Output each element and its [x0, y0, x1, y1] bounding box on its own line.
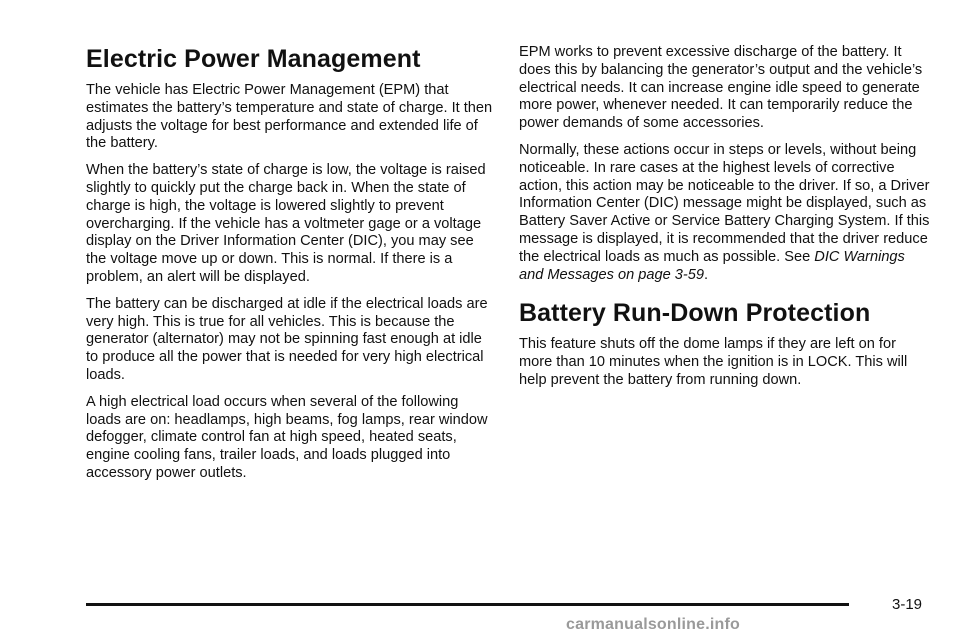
paragraph-text: Normally, these actions occur in steps or levels, without being noticeable. In rare cases at the highest levels of corrective action, this action may be noticeable to the driver. If so, a Driver Information Center (DIC) message might be displayed, such as Battery Saver Active or Service Battery Charging System. If this message is displayed, it is recommended that the driver reduce the electrical loads as much as possible. See	[519, 141, 930, 265]
paragraph-end: .	[704, 266, 709, 283]
page-number: 3-19	[892, 596, 923, 613]
paragraph: A high electrical load occurs when several of the following loads are on: headlamps, high beams, fog lamps, rear window defogger, climate control fan at high speed, heated seats, engine cooling fans, trailer loads, and loads plugged into accessory power outlets.	[86, 393, 488, 481]
watermark: carmanualsonline.info	[566, 616, 741, 633]
paragraph: When the battery’s state of charge is low, the voltage is raised slightly to quickly put the charge back in. When the state of charge is high, the voltage is lowered slightly to prevent overcharging. If the vehicle has a voltmeter gage or a voltage display on the Driver Information Center (DIC), you may see the voltage move up or down. This is normal. If there is a problem, an alert will be displayed.	[86, 162, 486, 285]
paragraph: The battery can be discharged at idle if the electrical loads are very high. This is true for all vehicles. This is because the generator (alternator) may not be spinning fast enough at idle to produce all the power that is needed for very high electrical loads.	[86, 295, 488, 383]
paragraph: The vehicle has Electric Power Management (EPM) that estimates the battery’s temperature and state of charge. It then adjusts the voltage for best performance and extended life of the battery.	[86, 82, 493, 152]
cross-reference-link[interactable]: DIC Warnings and Messages on page 3-59	[519, 248, 905, 283]
left-column	[86, 44, 494, 492]
section-heading-battery-run-down-protection: Battery Run-Down Protection	[519, 299, 871, 328]
section-heading-electric-power-management: Electric Power Management	[86, 45, 421, 73]
footer-rule	[86, 603, 849, 606]
paragraph: This feature shuts off the dome lamps if they are left on for more than 10 minutes when the ignition is in LOCK. This will help prevent the battery from running down.	[519, 336, 908, 388]
paragraph	[519, 142, 931, 284]
paragraph: EPM works to prevent excessive discharge of the battery. It does this by balancing the generator’s output and the vehicle’s electrical needs. It can increase engine idle speed to generate more power, whenever needed. It can temporarily reduce the power demands of some accessories.	[519, 44, 923, 132]
right-column	[519, 44, 931, 399]
